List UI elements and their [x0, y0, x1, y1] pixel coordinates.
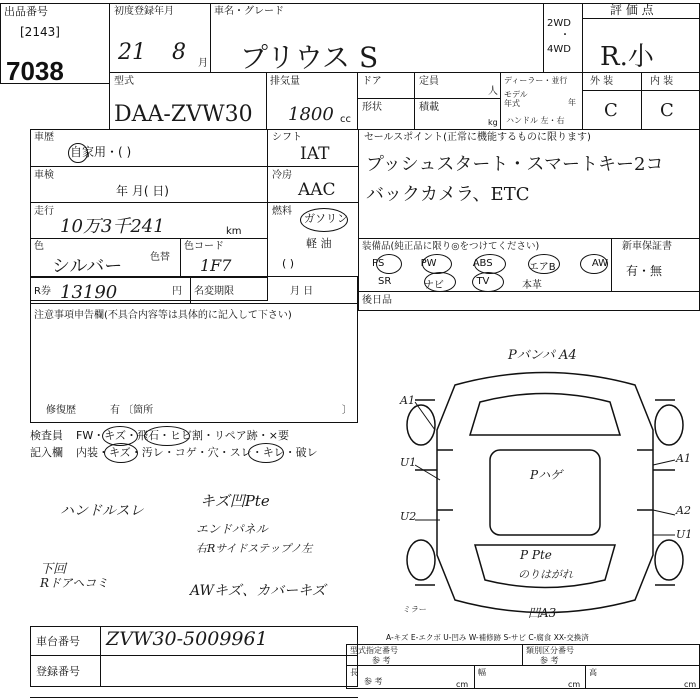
model-value: DAA-ZVW30 — [114, 102, 253, 127]
note-r-door: Rドアヘコミ — [40, 576, 109, 590]
sales-point-line1: プッシュスタート・スマートキー2コ — [366, 154, 664, 175]
car-damage-diagram — [395, 340, 700, 630]
mileage-value: 10万3千241 — [60, 216, 165, 237]
ac-label: 冷房 — [272, 170, 292, 181]
delivery-box — [358, 291, 700, 311]
equip-airbag: エアB — [528, 262, 556, 273]
diag-a1-right: A1 — [676, 452, 691, 465]
exterior-grade: C — [604, 100, 618, 121]
car-name: プリウス S — [240, 41, 379, 74]
shaken-label: 車検 — [34, 170, 54, 181]
color-code-value: 1F7 — [200, 256, 232, 275]
note-aw: AWキズ、カバーキズ — [190, 583, 326, 599]
warranty-label: 新車保証書 — [622, 241, 672, 252]
equip-navi: ナビ — [423, 280, 444, 291]
damage-legend: A-キズ E-エクボ U-凹み W-補修跡 S-サビ C-腐食 XX-交換済 — [386, 633, 589, 642]
note-handle-scuff: ハンドルスレ — [60, 503, 144, 519]
recorder-label: 記入欄 — [30, 446, 63, 459]
shape-label: 形状 — [362, 102, 382, 113]
length-label: 長 — [350, 668, 358, 677]
designation-box — [346, 644, 700, 666]
width-unit: cm — [568, 680, 581, 689]
displacement-label: 排気量 — [270, 76, 300, 87]
width-label: 幅 — [478, 668, 486, 677]
color-value: シルバー — [52, 256, 123, 277]
dealer-label: ディーラー・並行 — [504, 76, 568, 85]
diag-u1-left: U1 — [400, 456, 417, 469]
shaken-value: 年 月( 日) — [116, 184, 169, 198]
category-label: 類別区分番号 — [526, 646, 574, 655]
color-change-label: 色替 — [150, 252, 170, 263]
drive-2wd: 2WD — [547, 18, 571, 29]
displacement-value: 1800 — [288, 104, 334, 125]
model-label: 型式 — [114, 76, 134, 87]
name-change-label: 名変期限 — [194, 286, 234, 297]
fuel-label: 燃料 — [272, 206, 292, 217]
equip-tv: TV — [476, 276, 490, 287]
inspector-label: 検査員 — [30, 429, 63, 442]
history-label: 車歴 — [34, 132, 54, 143]
shift-label: シフト — [272, 132, 302, 143]
equipment-row2 — [378, 276, 542, 291]
repair-value: 有 〔箇所 — [110, 405, 154, 416]
diag-u1-right: U1 — [676, 528, 693, 541]
model-year-label: モデル年式 — [504, 90, 528, 108]
recorder-items: 内装・キズ・汚レ・コゲ・穴・スレ・キレ・破レ — [76, 446, 318, 459]
fuel-diesel: 軽 油 — [306, 237, 332, 250]
note-scratch-dent: キズ凹Pte — [200, 492, 270, 510]
rating-label: 評 価 点 — [610, 3, 654, 17]
door-label: ドア — [362, 76, 382, 87]
chassis-value: ZVW30-5009961 — [106, 628, 268, 650]
repair-close: 〕 — [342, 405, 352, 416]
chassis-label: 車台番号 — [36, 635, 80, 648]
diag-u2-left: U2 — [400, 510, 417, 523]
fuel-gasoline: ガソリン — [304, 212, 348, 225]
cc-unit: cc — [340, 114, 351, 125]
drive-4wd: 4WD — [547, 44, 571, 55]
interior-label: 内 装 — [650, 76, 674, 87]
color-label: 色 — [34, 241, 44, 252]
person-unit: 人 — [488, 86, 498, 97]
note-under: 下回 — [40, 562, 67, 577]
diag-a1-left: A1 — [400, 394, 415, 407]
delivery-label: 後日品 — [362, 295, 392, 306]
equip-ps: PS — [372, 258, 385, 269]
history-value: 自家用・( ) — [70, 145, 132, 159]
fuel-paren: ( ) — [282, 257, 295, 270]
equip-leather: 本革 — [521, 280, 542, 291]
length-ref: 参 考 — [364, 677, 383, 686]
kg-unit: kg — [488, 118, 498, 127]
color-code-label: 色コード — [184, 241, 224, 252]
month-unit: 月 — [198, 58, 208, 69]
year-unit: 年 — [568, 98, 576, 107]
load-label: 積載 — [419, 102, 439, 113]
car-name-label: 車名・グレード — [214, 6, 284, 17]
mileage-label: 走行 — [34, 206, 54, 217]
diag-rear-note1: P Pte — [520, 548, 552, 562]
rating-value: R.小 — [600, 42, 654, 72]
note-side-step: 右Rサイドステップノ左 — [196, 542, 313, 555]
equip-aw: AW — [591, 258, 608, 269]
equip-abs: ABS — [472, 258, 493, 269]
first-reg-year: 21 — [118, 40, 146, 65]
handle-label: ハンドル 左・右 — [506, 116, 565, 125]
dimension-box — [346, 665, 700, 689]
capacity-label: 定員 — [419, 76, 439, 87]
diag-a2-right: A2 — [676, 504, 691, 517]
lot-code: [2143] — [20, 25, 60, 39]
lot-label: 出品番号 — [4, 5, 48, 18]
lot-number: 7038 — [6, 56, 64, 86]
repair-label: 修復歴 — [46, 405, 76, 416]
height-label: 高 — [589, 668, 597, 677]
inspector-items: FW・キズ・飛石・ヒビ割・リペア跡・×要 — [76, 429, 289, 442]
reg-label: 登録番号 — [36, 665, 80, 678]
model-desig-ref: 参 考 — [372, 656, 391, 665]
diag-rear-note2: のりはがれ — [518, 568, 573, 581]
warranty-value: 有・無 — [626, 264, 663, 278]
yen-unit: 円 — [172, 286, 182, 297]
notes-label: 注意事項申告欄(不具合内容等は具体的に記入して下さい) — [34, 310, 292, 321]
note-end-panel: エンドパネル — [196, 522, 268, 536]
equip-pw: PW — [420, 258, 437, 269]
category-ref: 参 考 — [540, 656, 559, 665]
drive-dot: ・ — [560, 30, 570, 41]
exterior-label: 外 装 — [590, 76, 614, 87]
first-reg-label: 初度登録年月 — [114, 6, 174, 17]
interior-grade: C — [660, 100, 674, 121]
sales-point-line2: バックカメラ、ETC — [366, 184, 530, 205]
model-desig-label: 型式指定番号 — [350, 646, 398, 655]
km-unit: km — [226, 226, 242, 237]
diag-front-note: Pバンパ A4 — [508, 348, 577, 363]
notes-box — [30, 303, 358, 423]
equip-sr: SR — [378, 276, 392, 287]
name-change-value: 月 日 — [290, 286, 314, 297]
diag-roof-note: Pハゲ — [530, 468, 563, 482]
rtax-value: 13190 — [60, 282, 118, 303]
length-unit: cm — [456, 680, 469, 689]
diag-bottom-note: 凹A3 — [528, 606, 557, 620]
shift-value: IAT — [300, 144, 330, 164]
rtax-label: R券 — [34, 286, 51, 297]
ac-value: AAC — [298, 180, 336, 200]
equipment-label: 装備品(純正品に限り◎をつけてください) — [362, 241, 540, 252]
diag-mirror: ミラー — [402, 605, 426, 614]
first-reg-month: 8 — [172, 40, 186, 65]
sales-point-label: セールスポイント(正常に機能するものに限ります) — [364, 132, 591, 143]
height-unit: cm — [684, 680, 697, 689]
